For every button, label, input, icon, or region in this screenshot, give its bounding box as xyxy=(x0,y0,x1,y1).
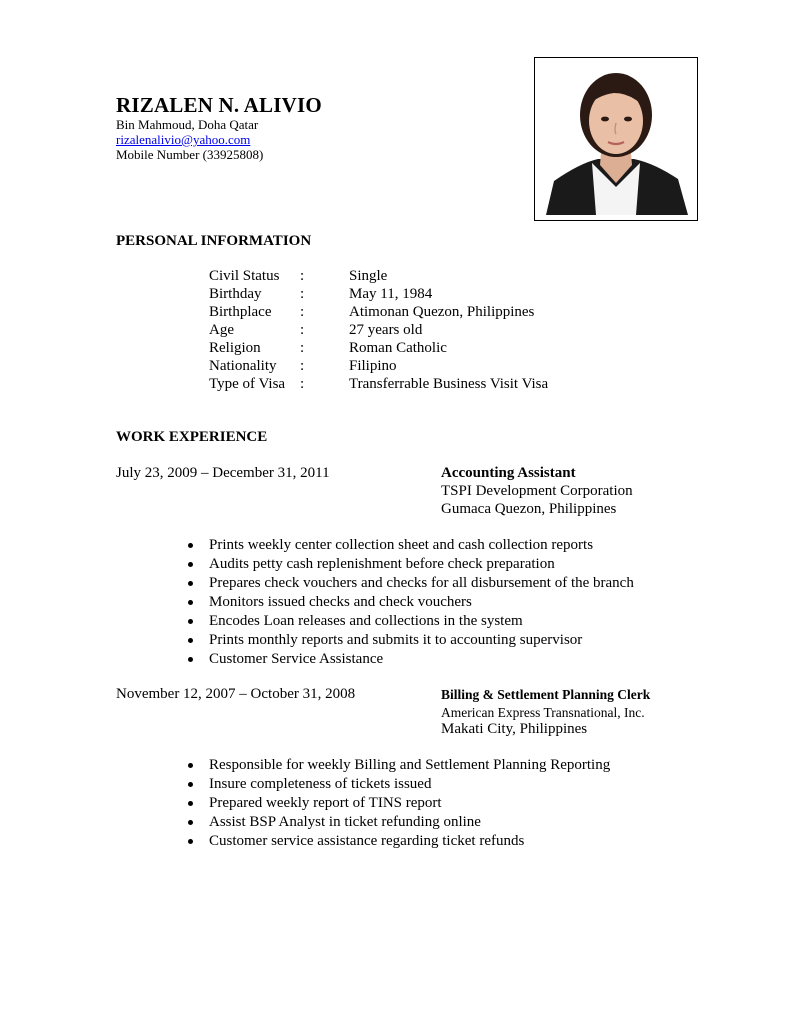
bullet-icon xyxy=(188,763,193,768)
job-duties-list xyxy=(186,756,610,851)
bullet-icon xyxy=(188,820,193,825)
duty-text: Prints weekly center collection sheet and cash collection reports xyxy=(209,537,594,553)
list-item xyxy=(186,593,634,612)
list-item xyxy=(186,650,634,669)
list-item xyxy=(186,536,634,555)
bullet-icon xyxy=(188,619,193,624)
bullet-icon xyxy=(188,782,193,787)
job-title: Accounting Assistant xyxy=(441,465,576,481)
personal-label: Religion xyxy=(209,340,261,356)
list-item xyxy=(186,555,634,574)
bullet-icon xyxy=(188,657,193,662)
job-location: Makati City, Philippines xyxy=(441,721,588,737)
bullet-icon xyxy=(188,801,193,806)
personal-value: May 11, 1984 xyxy=(349,286,433,302)
personal-colon: : xyxy=(300,376,305,392)
list-item xyxy=(186,612,634,631)
personal-value: Atimonan Quezon, Philippines xyxy=(349,304,535,320)
bullet-icon xyxy=(188,839,193,844)
personal-label: Civil Status xyxy=(209,268,280,284)
personal-value: Roman Catholic xyxy=(349,340,447,356)
personal-value: Filipino xyxy=(349,358,397,374)
bullet-icon xyxy=(188,562,193,567)
duty-text: Prints monthly reports and submits it to accounting supervisor xyxy=(209,632,583,648)
personal-colon: : xyxy=(300,340,305,356)
personal-colon: : xyxy=(300,286,305,302)
job-dates: November 12, 2007 – October 31, 2008 xyxy=(116,686,356,702)
list-item xyxy=(186,631,634,650)
job-company: TSPI Development Corporation xyxy=(441,483,633,499)
work-experience-heading: WORK EXPERIENCE xyxy=(116,429,268,445)
portrait-photo-icon xyxy=(540,63,692,215)
personal-colon: : xyxy=(300,268,305,284)
personal-label: Birthplace xyxy=(209,304,272,320)
personal-label: Age xyxy=(209,322,234,338)
personal-label: Birthday xyxy=(209,286,262,302)
personal-label: Nationality xyxy=(209,358,277,374)
bullet-icon xyxy=(188,638,193,643)
duty-text: Assist BSP Analyst in ticket refunding online xyxy=(209,814,481,830)
bullet-icon xyxy=(188,600,193,605)
portrait-photo xyxy=(534,57,698,221)
duty-text: Customer Service Assistance xyxy=(209,651,384,667)
list-item xyxy=(186,574,634,593)
job-company: American Express Transnational, Inc. xyxy=(441,705,645,720)
duty-text: Insure completeness of tickets issued xyxy=(209,776,432,792)
personal-value: 27 years old xyxy=(349,322,423,338)
duty-text: Monitors issued checks and check vouchers xyxy=(209,594,472,610)
bullet-icon xyxy=(188,581,193,586)
list-item xyxy=(186,832,610,851)
duty-text: Encodes Loan releases and collections in the system xyxy=(209,613,523,629)
email-link[interactable]: rizalenalivio@yahoo.com xyxy=(116,132,251,147)
personal-colon: : xyxy=(300,304,305,320)
duty-text: Customer service assistance regarding ticket refunds xyxy=(209,833,525,849)
job-location: Gumaca Quezon, Philippines xyxy=(441,501,617,517)
personal-information-heading: PERSONAL INFORMATION xyxy=(116,233,312,249)
job-duties-list xyxy=(186,536,634,669)
list-item xyxy=(186,794,610,813)
duty-text: Prepares check vouchers and checks for all disbursement of the branch xyxy=(209,575,634,591)
duty-text: Responsible for weekly Billing and Settlement Planning Reporting xyxy=(209,757,611,773)
duty-text: Audits petty cash replenishment before check preparation xyxy=(209,556,555,572)
personal-value: Transferrable Business Visit Visa xyxy=(349,376,549,392)
applicant-name: RIZALEN N. ALIVIO xyxy=(116,93,322,117)
duty-text: Prepared weekly report of TINS report xyxy=(209,795,442,811)
mobile-number-text: Mobile Number (33925808) xyxy=(116,147,264,162)
bullet-icon xyxy=(188,543,193,548)
list-item xyxy=(186,813,610,832)
personal-value: Single xyxy=(349,268,388,284)
job-dates: July 23, 2009 – December 31, 2011 xyxy=(116,465,330,481)
job-title: Billing & Settlement Planning Clerk xyxy=(441,687,651,702)
list-item xyxy=(186,775,610,794)
personal-label: Type of Visa xyxy=(209,376,286,392)
personal-colon: : xyxy=(300,322,305,338)
address-text: Bin Mahmoud, Doha Qatar xyxy=(116,117,259,132)
list-item xyxy=(186,756,610,775)
personal-colon: : xyxy=(300,358,305,374)
